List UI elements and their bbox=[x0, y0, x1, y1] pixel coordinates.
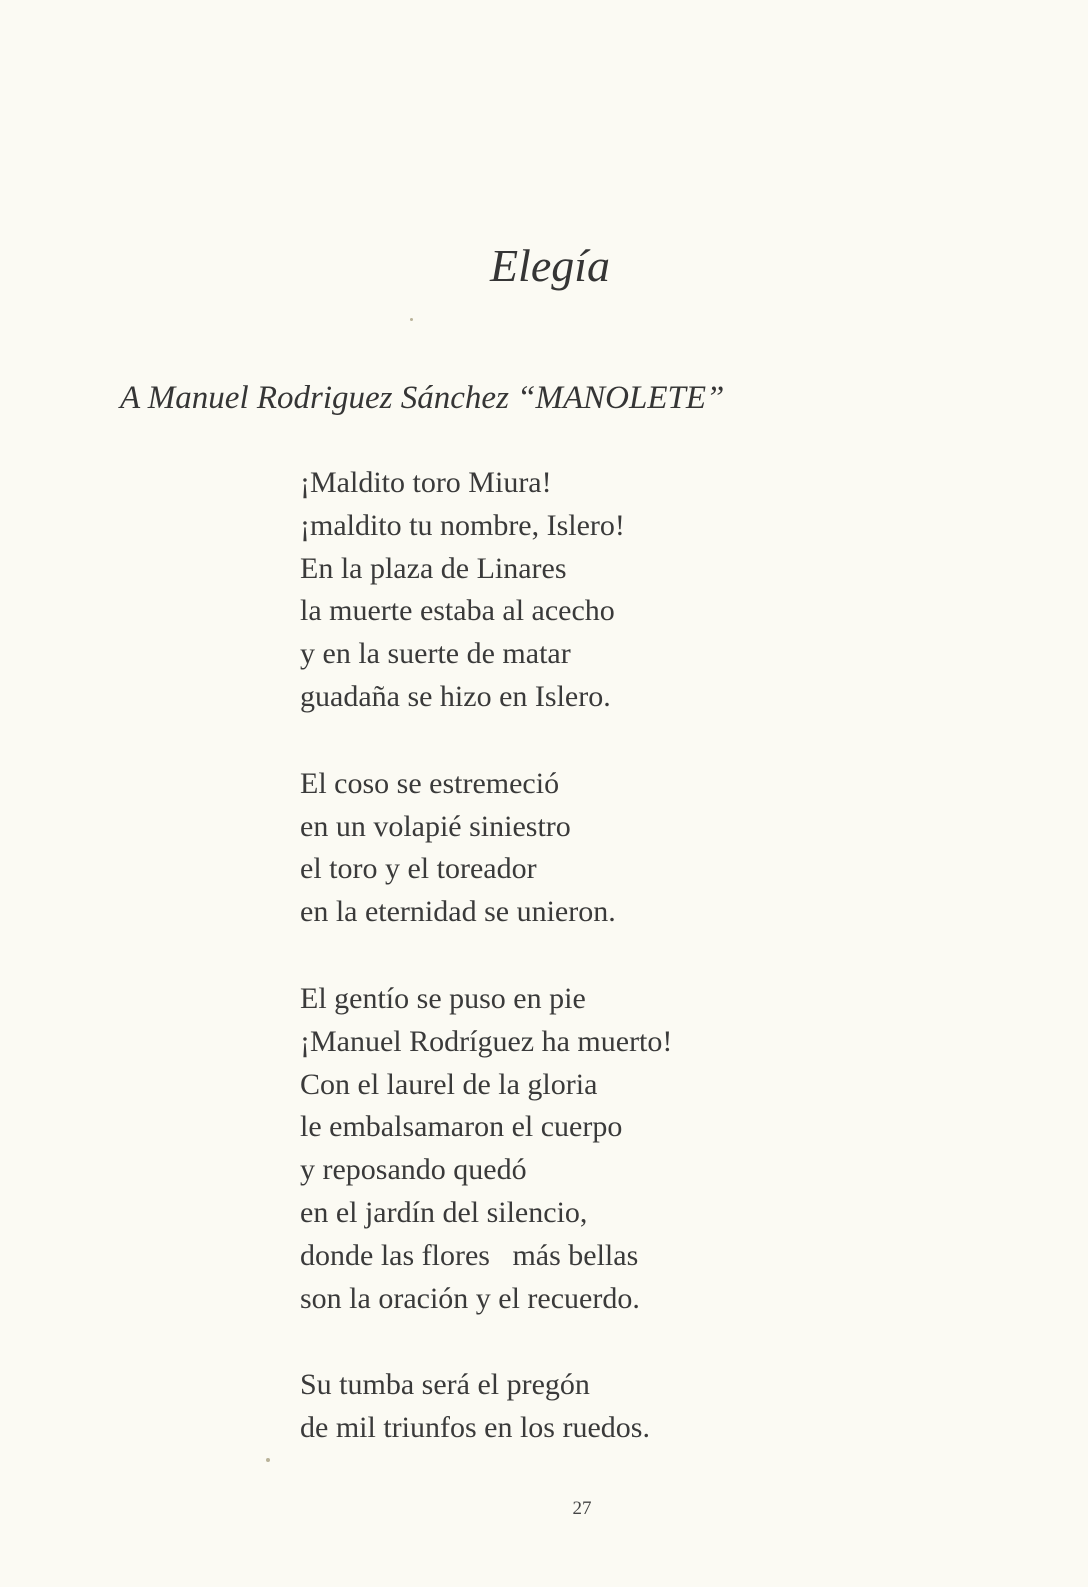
poem-line: En la plaza de Linares bbox=[300, 551, 567, 585]
poem-line: y reposando quedó bbox=[300, 1153, 527, 1187]
poem-line: donde las flores más bellas bbox=[300, 1238, 639, 1272]
poem-line: Con el laurel de la gloria bbox=[300, 1067, 598, 1101]
stanza bbox=[300, 1364, 1000, 1450]
stanza bbox=[300, 978, 1000, 1320]
poem-line: y en la suerte de matar bbox=[300, 637, 571, 671]
poem-line: el toro y el toreador bbox=[300, 852, 537, 886]
poem-line: ¡Maldito toro Miura! bbox=[300, 466, 552, 499]
poem-line: El coso se estremeció bbox=[300, 766, 560, 800]
poem-line: le embalsamaron el cuerpo bbox=[300, 1110, 623, 1144]
page-number: 27 bbox=[572, 1498, 592, 1519]
poem-dedication: A Manuel Rodriguez Sánchez “MANOLETE” bbox=[120, 380, 725, 416]
poem-title: Elegía bbox=[489, 240, 611, 291]
paper-speck bbox=[266, 1458, 270, 1462]
poem-line: Su tumba será el pregón bbox=[300, 1368, 590, 1402]
poem-line: en el jardín del silencio, bbox=[300, 1195, 588, 1229]
poem-line: en la eternidad se unieron. bbox=[300, 895, 616, 929]
poem-line: El gentío se puso en pie bbox=[300, 981, 586, 1015]
poem-line: son la oración y el recuerdo. bbox=[300, 1281, 640, 1315]
poem-line: guadaña se hizo en Islero. bbox=[300, 679, 611, 713]
poem-line: de mil triunfos en los ruedos. bbox=[300, 1411, 650, 1445]
poem-line: en un volapié siniestro bbox=[300, 809, 571, 843]
paper-speck bbox=[410, 318, 413, 321]
poem-line: ¡Manuel Rodríguez ha muerto! bbox=[300, 1024, 673, 1058]
stanza bbox=[300, 763, 1000, 934]
poem-line: ¡maldito tu nombre, Islero! bbox=[300, 508, 625, 542]
poem-body bbox=[300, 462, 1000, 1494]
stanza bbox=[300, 462, 1000, 719]
poem-line: la muerte estaba al acecho bbox=[300, 594, 615, 628]
